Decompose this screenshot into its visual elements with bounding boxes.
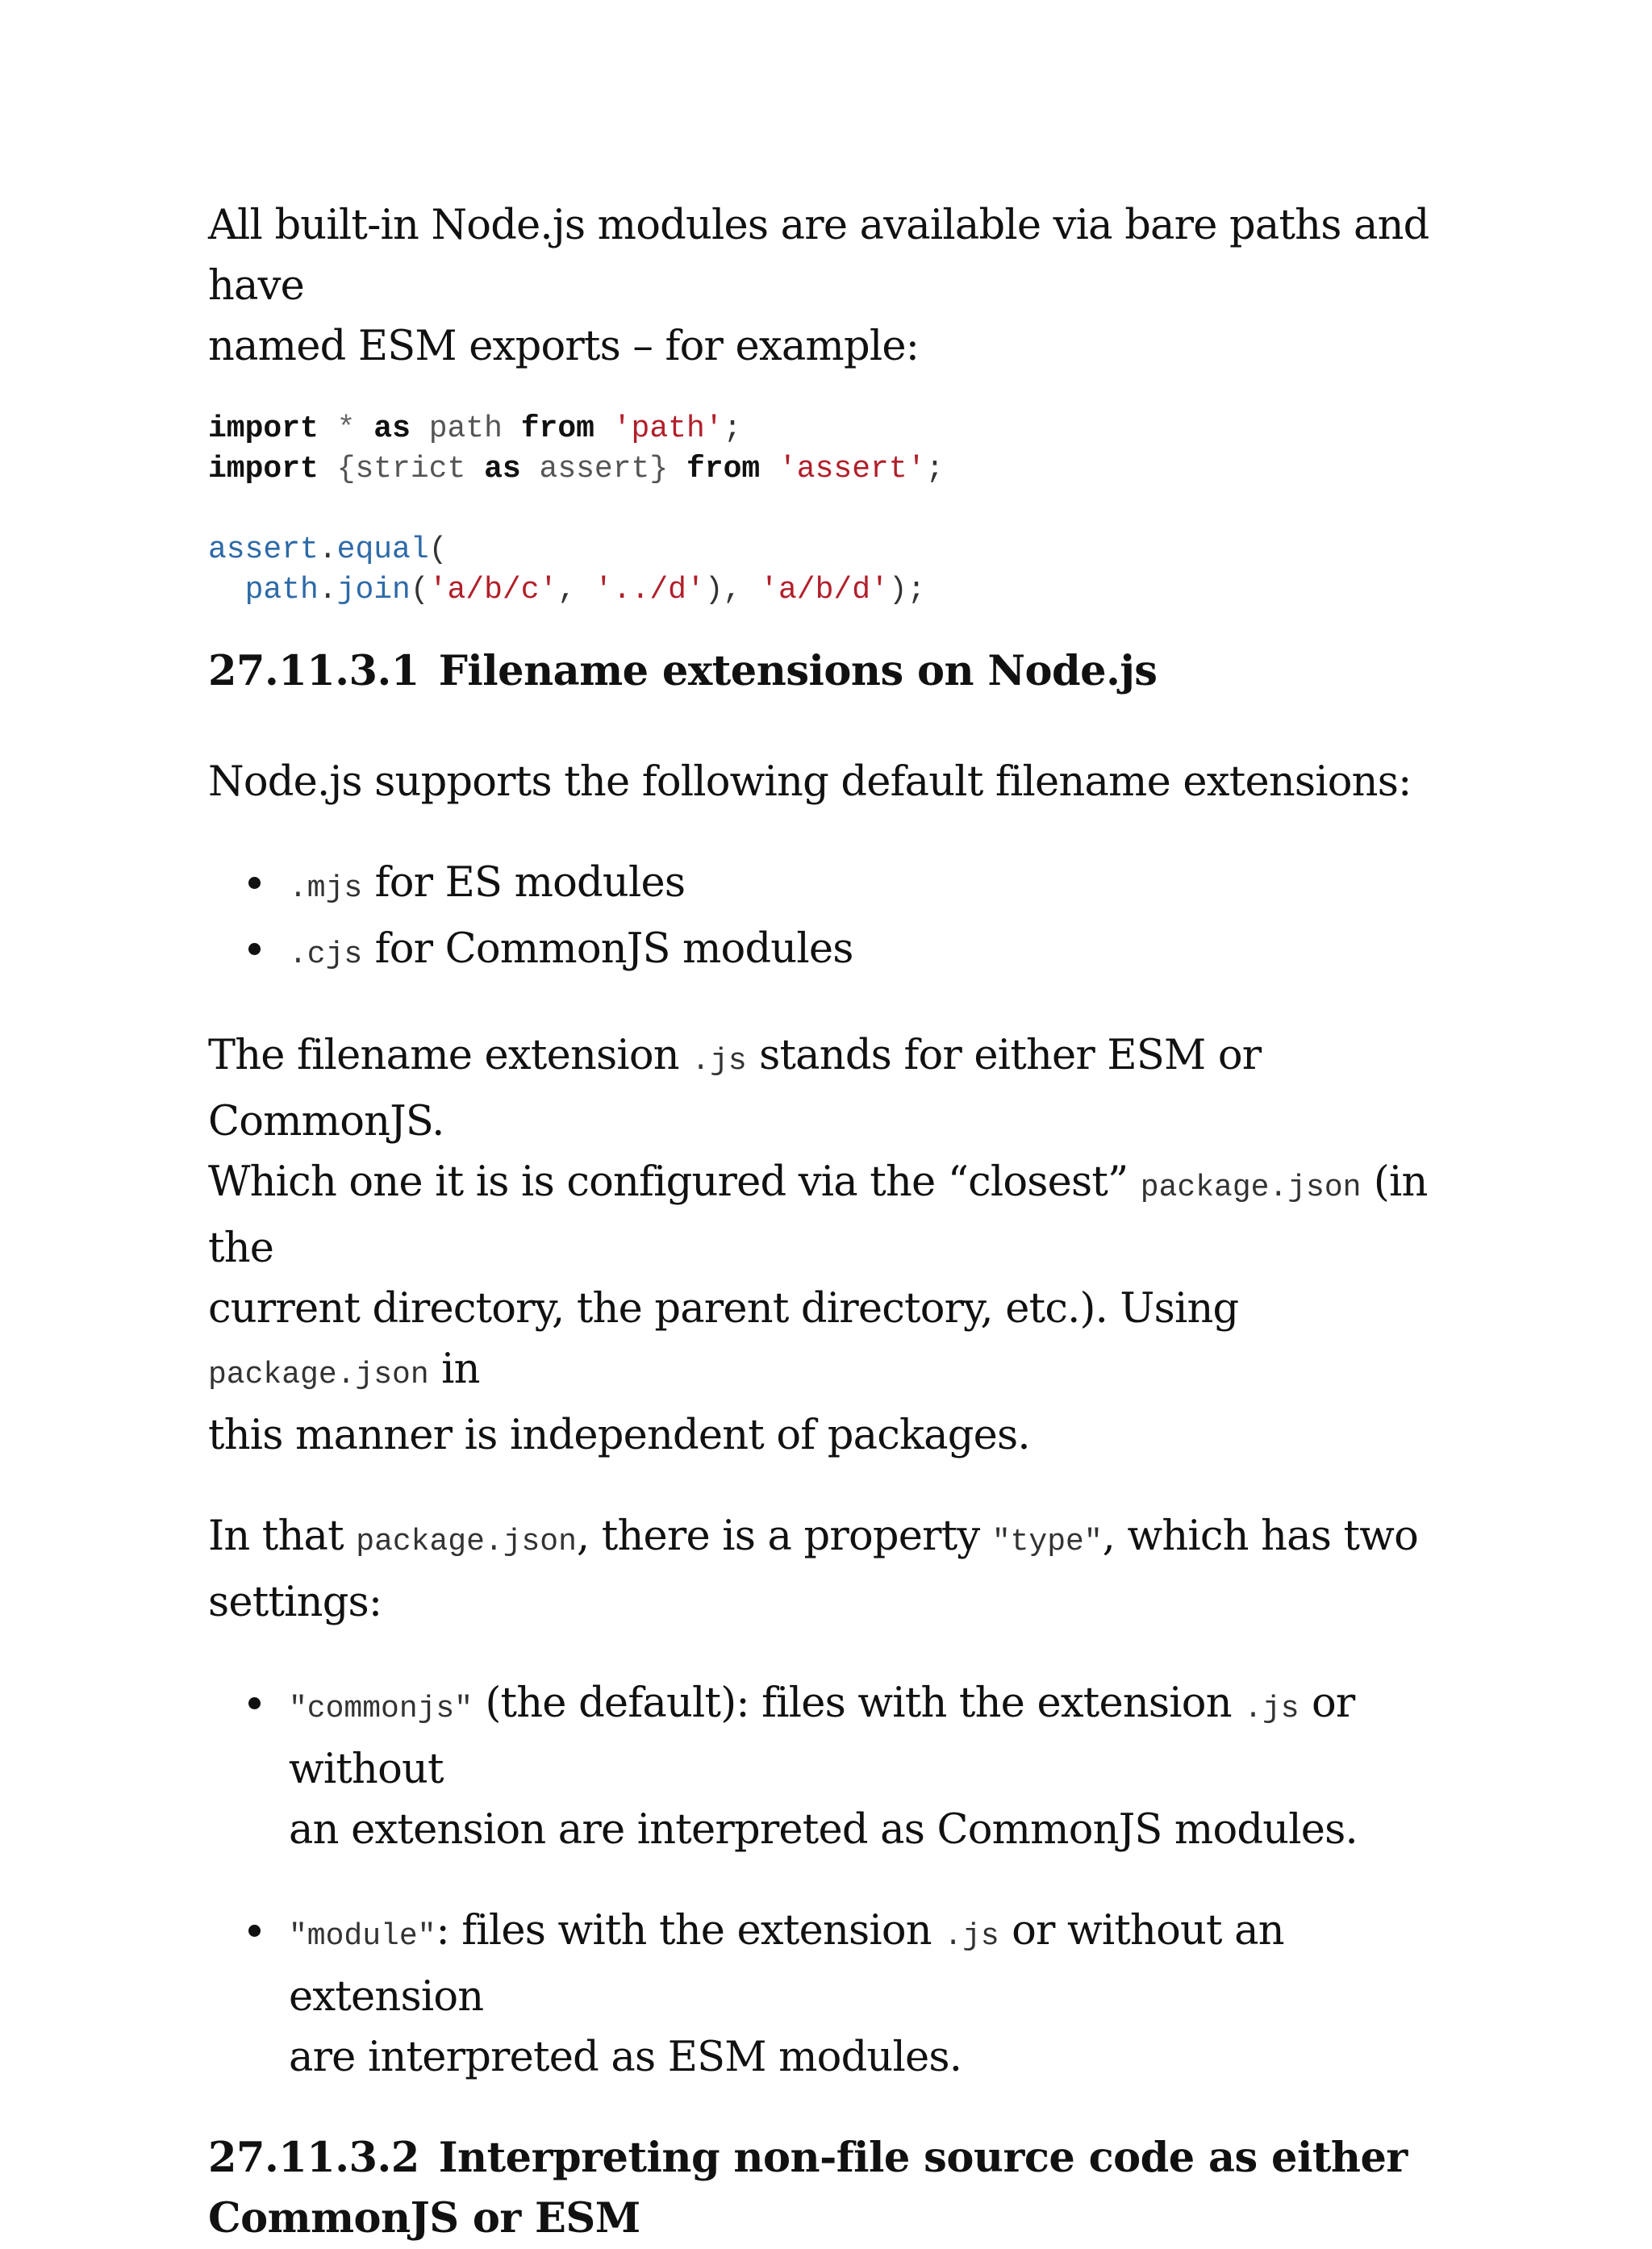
inline-code: package.json	[356, 1525, 577, 1559]
bullet-icon	[248, 1925, 261, 1937]
code-line-2	[208, 452, 944, 486]
list-item-text: for ES modules	[362, 859, 686, 907]
code-token: 'a/b/d'	[760, 573, 889, 607]
code-token: 'a/b/c'	[428, 573, 558, 607]
text-run: In that	[208, 1513, 357, 1560]
text-run: , there is a property	[576, 1513, 992, 1560]
list-item	[208, 1901, 1450, 2088]
section-heading-filename-extensions	[208, 641, 1450, 702]
list-item-text: for CommonJS modules	[362, 925, 853, 973]
code-token: 'assert'	[778, 452, 926, 486]
text-run: this manner is independent of packages.	[208, 1412, 1030, 1459]
supports-paragraph: Node.js supports the following default filename extensions:	[208, 758, 1412, 806]
code-token: ;	[925, 452, 945, 486]
text-run: current directory, the parent directory, etc.). Using	[208, 1285, 1239, 1333]
text-run: (the default): files with the extension	[473, 1679, 1245, 1727]
section-heading-non-file-source	[208, 2128, 1450, 2249]
intro-line-1: All built-in Node.js modules are available via bare paths and have	[208, 202, 1429, 310]
code-token: assert}	[539, 452, 669, 486]
code-token: *	[336, 411, 356, 446]
code-token: ,	[557, 573, 594, 607]
text-run: or without an extension	[289, 1907, 1284, 2021]
inline-code: "commonjs"	[289, 1692, 473, 1726]
type-settings-list	[208, 1673, 1450, 2088]
intro-line-2: named ESM exports – for example:	[208, 323, 920, 370]
code-token: import	[208, 411, 319, 446]
intro-paragraph	[208, 195, 1450, 377]
code-token: from	[686, 452, 761, 486]
inline-code: "module"	[289, 1919, 436, 1954]
code-block	[208, 409, 1450, 611]
text-run: : files with the extension	[436, 1907, 945, 1955]
code-token: as	[484, 452, 521, 486]
inline-code: "type"	[991, 1525, 1103, 1559]
text-run: an extension are interpreted as CommonJS modules.	[289, 1806, 1358, 1854]
bullet-icon	[248, 877, 261, 889]
js-extension-paragraph	[208, 1025, 1450, 1466]
inline-code: package.json	[208, 1358, 429, 1392]
code-token: ;	[723, 411, 742, 446]
code-token: import	[208, 452, 319, 486]
extension-list	[208, 853, 1450, 985]
inline-code: .js	[691, 1044, 747, 1079]
list-item	[208, 1673, 1450, 1860]
code-token: assert	[208, 532, 319, 567]
inline-code: .mjs	[289, 871, 363, 906]
code-token: '../d'	[594, 573, 705, 607]
code-token: );	[888, 573, 926, 607]
code-token: path	[428, 411, 503, 446]
code-token: (	[410, 573, 429, 607]
code-token: .	[318, 573, 337, 607]
text-run: , which has two	[1102, 1513, 1418, 1560]
section-title-line-2: CommonJS or ESM	[208, 2194, 640, 2243]
code-token: {strict	[336, 452, 466, 486]
code-token: join	[336, 573, 411, 607]
section-title: Filename extensions on Node.js	[438, 647, 1158, 695]
text-run: settings:	[208, 1579, 382, 1626]
section-number: 27.11.3.2	[208, 2134, 419, 2182]
section-number: 27.11.3.1	[208, 647, 419, 695]
inline-code: package.json	[1140, 1170, 1362, 1205]
page-content	[208, 195, 1450, 2249]
code-line-4	[208, 573, 925, 607]
text-run: in	[428, 1346, 480, 1393]
list-item	[208, 919, 1450, 985]
text-run: The filename extension	[208, 1032, 692, 1079]
code-token: path	[244, 573, 319, 607]
bullet-icon	[248, 943, 261, 955]
text-run: are interpreted as ESM modules.	[289, 2034, 962, 2081]
text-run: or without	[289, 1679, 1355, 1793]
inline-code: .cjs	[289, 937, 363, 972]
section-title-line-1: Interpreting non-file source code as either	[438, 2134, 1408, 2182]
bullet-icon	[248, 1697, 261, 1709]
type-property-paragraph	[208, 1506, 1450, 1633]
code-token: ),	[704, 573, 761, 607]
code-token: 'path'	[612, 411, 724, 446]
inline-code: .js	[944, 1919, 999, 1954]
code-token: (	[428, 532, 448, 567]
list-item	[208, 853, 1450, 919]
text-run: Which one it is is configured via the “closest”	[208, 1158, 1141, 1206]
code-token: as	[373, 411, 411, 446]
code-token: from	[520, 411, 594, 446]
code-token: .	[318, 532, 337, 567]
text-run: stands for either ESM or CommonJS.	[208, 1032, 1262, 1145]
code-token: equal	[336, 532, 429, 567]
code-line-1	[208, 411, 741, 446]
text-run: (in the	[208, 1158, 1428, 1272]
code-line-3	[208, 532, 447, 567]
inline-code: .js	[1244, 1692, 1299, 1726]
